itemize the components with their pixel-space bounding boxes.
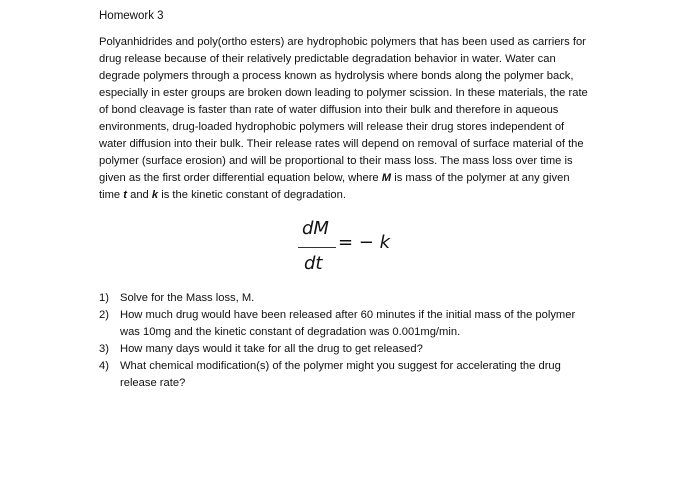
question-item bbox=[99, 290, 619, 307]
question-item bbox=[99, 341, 619, 358]
question-item bbox=[99, 358, 619, 392]
question-text: How much drug would have been released after 60 minutes if the initial mass of the polymer bbox=[120, 309, 576, 321]
equation-rhs-variable: k bbox=[379, 232, 391, 253]
equation-operator: = − bbox=[338, 232, 380, 253]
paragraph-line: water diffusion into their bulk. Their release rates will depend on removal of surface material of the bbox=[99, 138, 584, 150]
paragraph-line: environments, drug-loaded hydrophobic polymers will release their drug stores independent of bbox=[99, 121, 565, 133]
paragraph-line: degrade polymers through a process known as hydrolysis where bonds along the polymer back, bbox=[99, 70, 574, 82]
line-text: is the kinetic constant of degradation. bbox=[158, 189, 346, 201]
equation-denominator: dt bbox=[304, 253, 323, 274]
equation-numerator: dM bbox=[302, 218, 329, 239]
question-list bbox=[99, 290, 619, 392]
question-text: How many days would it take for all the drug to get released? bbox=[120, 343, 423, 355]
paragraph-line bbox=[99, 170, 639, 187]
document-title: Homework 3 bbox=[99, 10, 164, 22]
line-text: and bbox=[126, 189, 152, 201]
differential-equation bbox=[296, 218, 416, 282]
paragraph-line: polymer (surface erosion) and will be proportional to their mass loss. The mass loss over time is bbox=[99, 155, 573, 167]
variable-k: k bbox=[151, 189, 159, 201]
question-item bbox=[99, 307, 619, 341]
question-number: 4) bbox=[99, 360, 109, 372]
paragraph-line: especially in ester groups are broken down leading to polymer scission. In these materials, the rate bbox=[99, 87, 588, 99]
equation-right-side bbox=[338, 232, 390, 254]
question-number: 2) bbox=[99, 309, 109, 321]
fraction-bar bbox=[298, 247, 336, 248]
line-text: time bbox=[99, 189, 124, 201]
paragraph-line: Polyanhidrides and poly(ortho esters) are hydrophobic polymers that has been used as carriers for bbox=[99, 36, 586, 48]
line-text: is mass of the polymer at any given bbox=[391, 172, 570, 184]
question-text: Solve for the Mass loss, M. bbox=[120, 292, 255, 304]
question-number: 1) bbox=[99, 292, 109, 304]
question-text: was 10mg and the kinetic constant of degradation was 0.001mg/min. bbox=[120, 326, 461, 338]
paragraph-line: drug release because of their relatively predictable degradation behavior in water. Water can bbox=[99, 53, 556, 65]
variable-m: M bbox=[381, 172, 392, 184]
intro-paragraph bbox=[99, 34, 639, 204]
paragraph-line bbox=[99, 187, 639, 204]
question-number: 3) bbox=[99, 343, 109, 355]
line-text: given as the first order differential equation below, where bbox=[99, 172, 382, 184]
variable-t: t bbox=[123, 189, 127, 201]
question-text: What chemical modification(s) of the polymer might you suggest for accelerating the drug bbox=[120, 360, 561, 372]
question-text: release rate? bbox=[120, 377, 186, 389]
paragraph-line: of bond cleavage is faster than rate of water diffusion into their bulk and therefore in aqueous bbox=[99, 104, 559, 116]
